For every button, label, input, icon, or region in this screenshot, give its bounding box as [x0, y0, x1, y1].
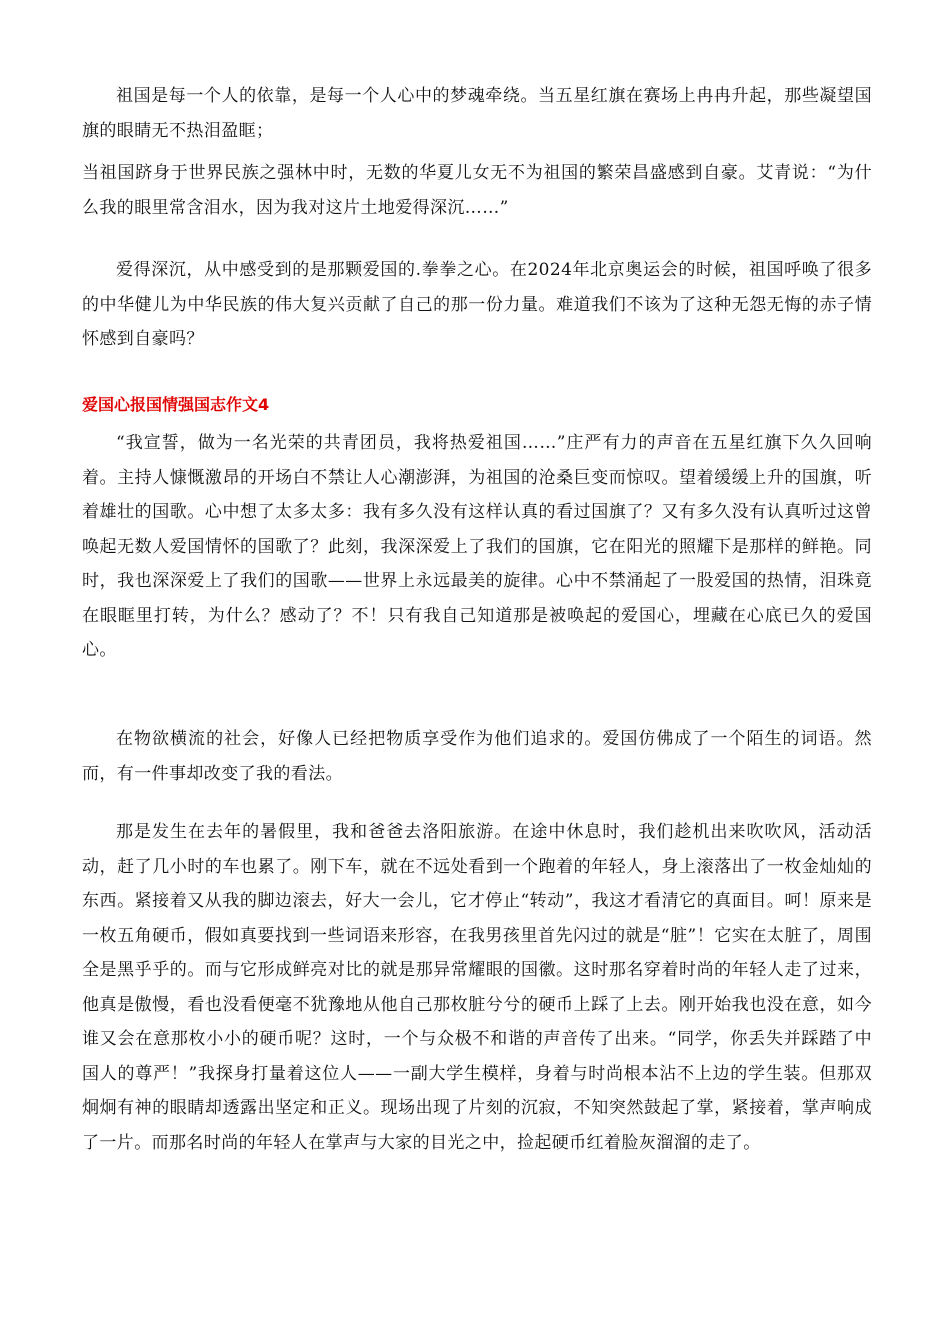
essay-heading: 爱国心报国情强国志作文4	[82, 395, 270, 414]
paragraph-coin-story: 那是发生在去年的暑假里，我和爸爸去洛阳旅游。在途中休息时，我们趁机出来吹吹风，活动活动，赶了几小时的车也累了。刚下车，就在不远处看到一个跑着的年轻人，身上滚落出了一枚金灿灿的东西。紧接着又从我的脚边滚去，好大一会儿，它才停止“转动”，我这才看清它的真面目。呵！原来是一枚五角硬币，假如真要找到一些词语来形容，在我男孩里首先闪过的就是“脏”！它实在太脏了，周围全是黑乎乎的。而与它形成鲜亮对比的就是那异常耀眼的国徽。这时那名穿着时尚的年轻人走了过来，他真是傲慢，看也没看便毫不犹豫地从他自己那枚脏兮兮的硬币上踩了上去。刚开始我也没在意，如今谁又会在意那枚小小的硬币呢？这时，一个与众极不和谐的声音传了出来。“同学，你丢失并踩踏了中国人的尊严！”我探身打量着这位人——一副大学生模样，身着与时尚根本沾不上边的学生装。但那双炯炯有神的眼睛却透露出坚定和正义。现场出现了片刻的沉寂，不知突然鼓起了掌，紧接着，掌声响成了一片。而那名时尚的年轻人在掌声与大家的目光之中，捡起硬币红着脸灰溜溜的走了。	[82, 822, 872, 1153]
paragraph-deep-love: 爱得深沉，从中感受到的是那颗爱国的.拳拳之心。在2024年北京奥运会的时候，祖国呼唤了很多的中华健儿为中华民族的伟大复兴贡献了自己的那一份力量。难道我们不该为了这种无怨无悔的赤子情怀感到自豪吗？	[82, 260, 872, 349]
paragraph-motherland: 祖国是每一个人的依靠，是每一个人心中的梦魂牵绕。当五星红旗在赛场上冉冉升起，那些凝望国旗的眼睛无不热泪盈眶；	[82, 86, 872, 141]
paragraph-aiqing-quote: 当祖国跻身于世界民族之强林中时，无数的华夏儿女无不为祖国的繁荣昌盛感到自豪。艾青说：“为什么我的眼里常含泪水，因为我对这片土地爱得深沉……”	[82, 163, 872, 218]
paragraph-oath: “我宣誓，做为一名光荣的共青团员，我将热爱祖国……”庄严有力的声音在五星红旗下久久回响着。主持人慷慨激昂的开场白不禁让人心潮澎湃，为祖国的沧桑巨变而惊叹。望着缓缓上升的国旗，听着雄壮的国歌。心中想了太多太多：我有多久没有这样认真的看过国旗了？又有多久没有认真听过这曾唤起无数人爱国情怀的国歌了？此刻，我深深爱上了我们的国旗，它在阳光的照耀下是那样的鲜艳。同时，我也深深爱上了我们的国歌——世界上永远最美的旋律。心中不禁涌起了一股爱国的热情，泪珠竟在眼眶里打转，为什么？感动了？不！只有我自己知道那是被唤起的爱国心，埋藏在心底已久的爱国心。	[82, 433, 872, 660]
paragraph-materialism: 在物欲横流的社会，好像人已经把物质享受作为他们追求的。爱国仿佛成了一个陌生的词语。然而，有一件事却改变了我的看法。	[82, 729, 872, 784]
